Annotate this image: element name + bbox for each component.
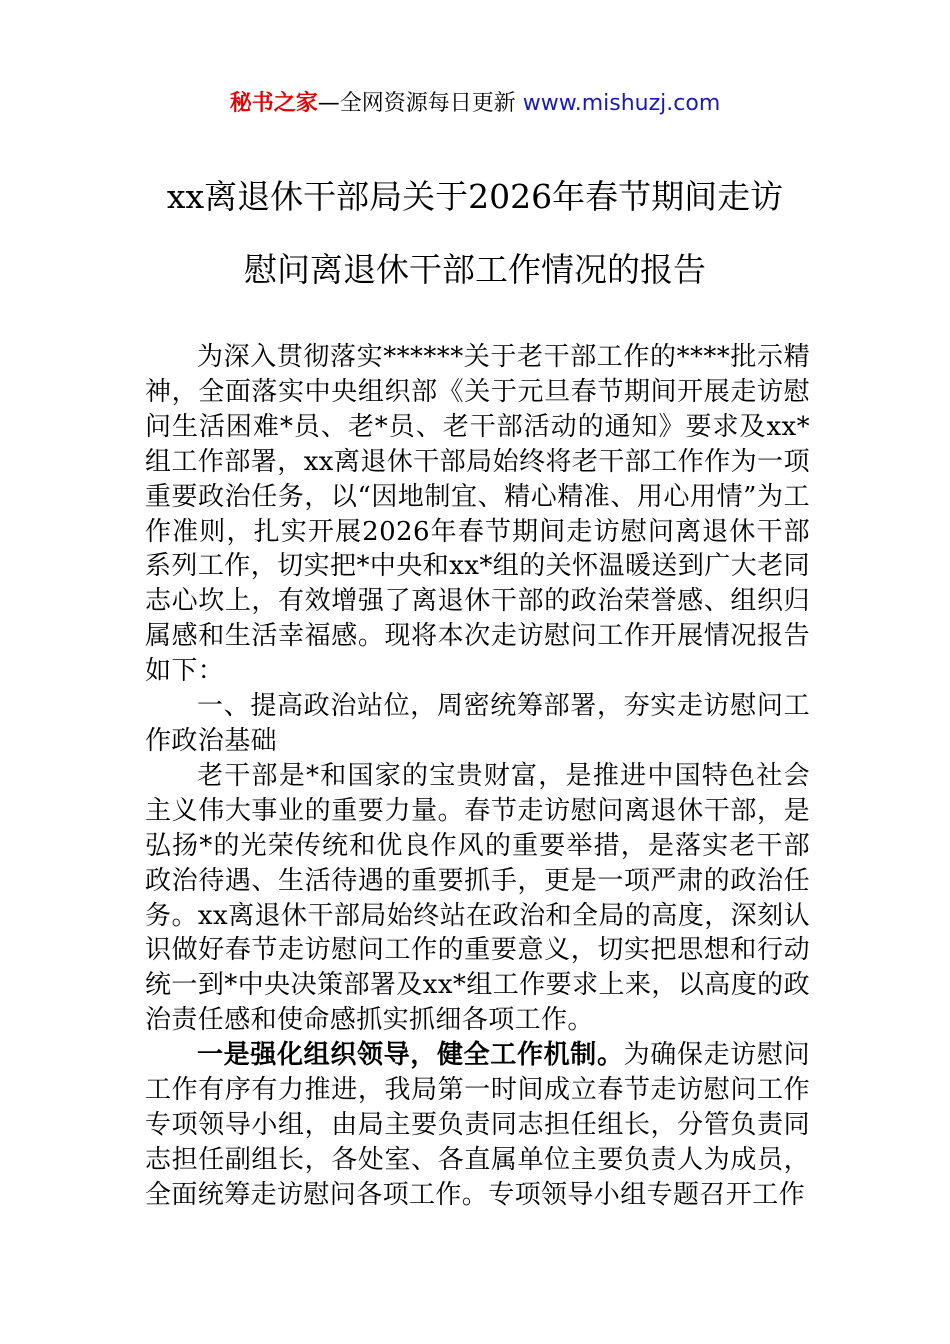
report-title — [90, 160, 860, 306]
site-brand: 秘书之家 — [229, 91, 318, 116]
site-url-link[interactable]: www.mishuzj.com — [522, 91, 721, 116]
intro-paragraph: 为深入贯彻落实******关于老干部工作的****批示精神，全面落实中央组织部《关于元旦春节期间开展走访慰问生活困难*员、老*员、老干部活动的通知》要求及xx*组工作部署，xx离退休干部局始终将老干部工作作为一项重要政治任务，以“因地制宜、精心精准、用心用情”为工作准则，扎实开展2026年春节期间走访慰问离退休干部系列工作，切实把*中央和xx*组的关怀温暖送到广大老同志心坎上，有效增强了离退休干部的政治荣誉感、组织归属感和生活幸福感。现将本次走访慰问工作开展情况报告如下： — [145, 342, 810, 687]
point-1-text: 为确保走访慰问工作有序有力推进，我局第一时间成立春节走访慰问工作专项领导小组，由局主要负责同志担任组长，分管负责同志担任副组长，各处室、各直属单位主要负责人为成员，全面统筹走访慰问各项工作。专项领导小组专题召开工作 — [145, 1040, 810, 1210]
report-title-line-2: 慰问离退休干部工作情况的报告 — [244, 250, 706, 289]
point-1-lead: 一是强化组织领导，健全工作机制。 — [197, 1040, 624, 1071]
report-title-line-1: xx离退休干部局关于2026年春节期间走访 — [166, 177, 784, 216]
point-1-paragraph — [145, 1038, 810, 1213]
site-header — [0, 88, 950, 120]
section-heading-1: 一、提高政治站位，周密统筹部署，夯实走访慰问工作政治基础 — [145, 691, 810, 756]
site-tagline: —全网资源每日更新 — [317, 91, 516, 116]
report-body — [145, 340, 810, 1213]
section-1-paragraph: 老干部是*和国家的宝贵财富，是推进中国特色社会主义伟大事业的重要力量。春节走访慰问离退休干部，是弘扬*的光荣传统和优良作风的重要举措，是落实老干部政治待遇、生活待遇的重要抓手，更是一项严肃的政治任务。xx离退休干部局始终站在政治和全局的高度，深刻认识做好春节走访慰问工作的重要意义，切实把思想和行动统一到*中央决策部署及xx*组工作要求上来，以高度的政治责任感和使命感抓实抓细各项工作。 — [145, 760, 810, 1036]
